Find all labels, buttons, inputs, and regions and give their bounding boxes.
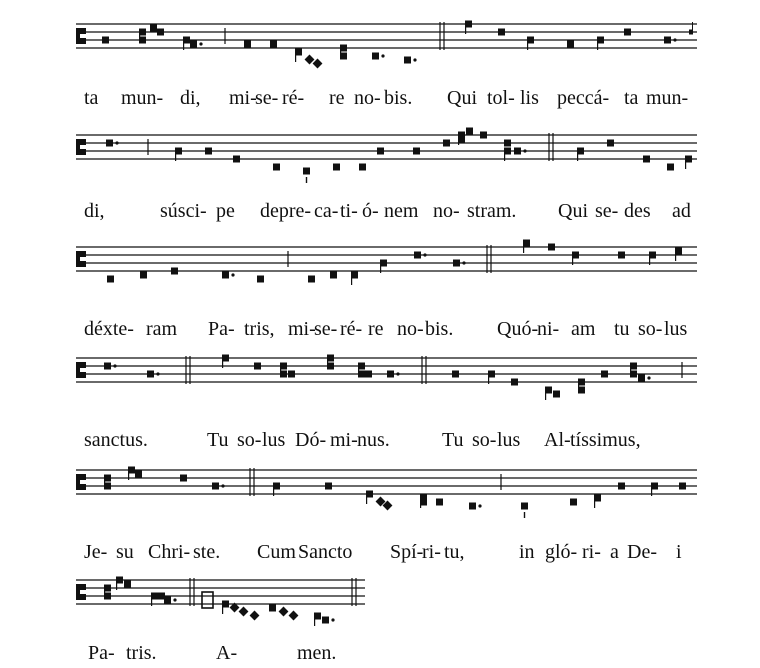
punctum-note: [638, 375, 645, 382]
punctum-note: [404, 57, 411, 64]
punctum-note: [147, 371, 154, 378]
lyric-syllable: bis.: [425, 318, 454, 340]
lyric-syllable: ré-: [282, 87, 305, 109]
punctum-note: [453, 260, 460, 267]
punctum-note: [322, 617, 329, 624]
mora-dot: [396, 372, 399, 375]
punctum-note: [359, 164, 366, 171]
lyric-syllable: ré-: [340, 318, 363, 340]
mora-dot: [173, 598, 176, 601]
c-clef: [80, 474, 86, 480]
punctum-note: [414, 252, 421, 259]
mora-dot: [331, 618, 334, 621]
punctum-note: [171, 268, 178, 275]
punctum-note: [124, 581, 131, 588]
lyric-syllable: lis: [520, 87, 539, 109]
punctum-note: [164, 597, 171, 604]
lyric-syllable: mi-: [330, 429, 358, 451]
c-clef: [80, 139, 86, 145]
c-clef: [80, 484, 86, 490]
punctum-note: [469, 503, 476, 510]
lyric-syllable: nus.: [357, 429, 390, 451]
punctum-note: [140, 272, 147, 279]
punctum-note: [106, 140, 113, 147]
lyric-syllable: i: [676, 541, 682, 563]
lyric-syllable: men.: [297, 642, 337, 664]
punctum-note: [458, 136, 465, 143]
punctum-note: [570, 499, 577, 506]
lyric-syllable: a: [610, 541, 619, 563]
lyric-syllable: peccá-: [557, 87, 610, 109]
punctum-note: [190, 41, 197, 48]
punctum-note: [504, 140, 511, 147]
c-clef: [80, 38, 86, 44]
punctum-note: [679, 483, 686, 490]
c-clef: [76, 584, 80, 600]
lyric-syllable: Pa-: [88, 642, 115, 664]
lyric-syllable: se-: [314, 318, 338, 340]
lyric-syllable: tu: [614, 318, 630, 340]
lyric-syllable: Cum: [257, 541, 296, 563]
lyric-syllable: ri-: [422, 541, 441, 563]
lyric-syllable: Dó-: [295, 429, 327, 451]
punctum-note: [630, 371, 637, 378]
punctum-note: [548, 244, 555, 251]
lyric-syllable: Chri-: [148, 541, 191, 563]
punctum-note: [102, 37, 109, 44]
mora-dot: [462, 261, 465, 264]
punctum-note: [139, 37, 146, 44]
mora-dot: [423, 253, 426, 256]
mora-dot: [673, 38, 676, 41]
punctum-note: [452, 371, 459, 378]
mora-dot: [115, 141, 118, 144]
c-clef: [80, 362, 86, 368]
rhombus-note: [239, 607, 249, 617]
lyric-syllable: bis.: [384, 87, 413, 109]
punctum-note: [330, 272, 337, 279]
punctum-note: [150, 25, 157, 32]
rhombus-note: [279, 607, 289, 617]
punctum-note: [205, 148, 212, 155]
lyric-syllable: A-: [216, 642, 238, 664]
punctum-note: [480, 132, 487, 139]
punctum-note: [618, 483, 625, 490]
lyric-syllable: tol-: [487, 87, 515, 109]
lyric-syllable: se-: [255, 87, 279, 109]
lyric-syllable: súsci-: [160, 200, 207, 222]
punctum-note: [413, 148, 420, 155]
punctum-note: [365, 371, 372, 378]
punctum-note: [157, 29, 164, 36]
lyric-syllable: ni-: [537, 318, 560, 340]
mora-dot: [478, 504, 481, 507]
lyric-syllable: pe: [216, 200, 235, 222]
punctum-note: [553, 391, 560, 398]
lyric-syllable: Je-: [84, 541, 108, 563]
punctum-note: [222, 272, 229, 279]
punctum-note: [664, 37, 671, 44]
lyric-syllable: ta: [624, 87, 639, 109]
lyric-syllable: tris,: [244, 318, 275, 340]
lyric-syllable: gló-: [545, 541, 578, 563]
lyric-syllable: Spí-: [390, 541, 424, 563]
mora-dot: [523, 149, 526, 152]
lyric-syllable: su: [116, 541, 134, 563]
lyric-syllable: mun-: [646, 87, 689, 109]
lyric-syllable: am: [571, 318, 596, 340]
lyric-syllable: tu,: [444, 541, 465, 563]
lyric-syllable: ad: [672, 200, 691, 222]
lyric-syllable: Qui: [558, 200, 588, 222]
lyric-syllable: di,: [84, 200, 105, 222]
punctum-note: [511, 379, 518, 386]
lyric-syllable: stram.: [467, 200, 517, 222]
c-clef: [80, 28, 86, 34]
punctum-note: [104, 593, 111, 600]
punctum-note: [104, 483, 111, 490]
c-clef: [80, 251, 86, 257]
rhombus-note: [305, 55, 315, 65]
punctum-note: [567, 41, 574, 48]
punctum-note: [158, 593, 165, 600]
lyric-syllable: mun-: [121, 87, 164, 109]
punctum-note: [107, 276, 114, 283]
mora-dot: [221, 484, 224, 487]
punctum-note: [270, 41, 277, 48]
punctum-note: [443, 140, 450, 147]
lyric-syllable: ca-: [314, 200, 339, 222]
punctum-note: [643, 156, 650, 163]
lyric-syllable: lus: [497, 429, 521, 451]
lyric-syllable: Tu: [442, 429, 464, 451]
rhombus-note: [250, 611, 260, 621]
lyric-syllable: so-: [237, 429, 262, 451]
lyric-syllable: re: [368, 318, 384, 340]
rhombus-note: [313, 59, 323, 69]
c-clef: [80, 584, 86, 590]
lyric-syllable: so-: [472, 429, 497, 451]
lyric-syllable: ste.: [193, 541, 221, 563]
lyric-syllable: De-: [627, 541, 657, 563]
punctum-note: [436, 499, 443, 506]
punctum-note: [212, 483, 219, 490]
lyric-syllable: sanctus.: [84, 429, 148, 451]
lyric-syllable: re: [329, 87, 345, 109]
lyric-syllable: se-: [595, 200, 619, 222]
punctum-note: [244, 41, 251, 48]
lyric-syllable: nem: [384, 200, 419, 222]
punctum-note: [180, 475, 187, 482]
lyric-syllable: tíssimus,: [570, 429, 641, 451]
punctum-note: [104, 363, 111, 370]
lyric-syllable: lus: [262, 429, 286, 451]
punctum-note: [254, 363, 261, 370]
lyric-syllable: no-: [433, 200, 460, 222]
rhombus-note: [289, 611, 299, 621]
c-clef: [76, 474, 80, 490]
mora-dot: [647, 376, 650, 379]
punctum-note: [303, 168, 310, 175]
punctum-note: [308, 276, 315, 283]
lyric-syllable: ó-: [362, 200, 379, 222]
c-clef: [76, 251, 80, 267]
punctum-note: [618, 252, 625, 259]
punctum-note: [387, 371, 394, 378]
c-clef: [80, 149, 86, 155]
lyric-syllable: di,: [180, 87, 201, 109]
c-clef: [80, 594, 86, 600]
mora-dot: [156, 372, 159, 375]
punctum-note: [466, 128, 473, 135]
punctum-note: [514, 148, 521, 155]
lyric-syllable: no-: [397, 318, 424, 340]
punctum-note: [280, 371, 287, 378]
lyric-syllable: no-: [354, 87, 381, 109]
lyric-syllable: ram: [146, 318, 178, 340]
lyric-syllable: mi-: [288, 318, 316, 340]
lyric-syllable: in: [519, 541, 535, 563]
lyric-syllable: ri-: [582, 541, 601, 563]
c-clef: [76, 28, 80, 44]
punctum-note: [358, 371, 365, 378]
punctum-note: [269, 605, 276, 612]
lyric-syllable: so-: [638, 318, 663, 340]
punctum-note: [135, 471, 142, 478]
lyric-syllable: mi-: [229, 87, 257, 109]
lyric-syllable: tris.: [126, 642, 157, 664]
mora-dot: [113, 364, 116, 367]
lyric-syllable: Pa-: [208, 318, 235, 340]
c-clef: [76, 139, 80, 155]
lyric-syllable: Quó-: [497, 318, 539, 340]
punctum-note: [667, 164, 674, 171]
punctum-note: [233, 156, 240, 163]
lyric-syllable: ta: [84, 87, 99, 109]
punctum-note: [420, 499, 427, 506]
lyric-syllable: Tu: [207, 429, 229, 451]
punctum-note: [257, 276, 264, 283]
punctum-note: [325, 483, 332, 490]
mora-dot: [231, 273, 234, 276]
punctum-note: [372, 53, 379, 60]
punctum-note: [377, 148, 384, 155]
punctum-note: [273, 164, 280, 171]
punctum-note: [521, 503, 528, 510]
lyric-syllable: déxte-: [84, 318, 134, 340]
c-clef: [76, 362, 80, 378]
lyric-syllable: depre-: [260, 200, 312, 222]
punctum-note: [327, 363, 334, 370]
mora-dot: [413, 58, 416, 61]
punctum-note: [601, 371, 608, 378]
c-clef: [80, 261, 86, 267]
punctum-note: [624, 29, 631, 36]
lyric-syllable: Sancto: [298, 541, 353, 563]
punctum-note: [340, 53, 347, 60]
mora-dot: [381, 54, 384, 57]
flat-sign: [202, 592, 213, 608]
punctum-note: [607, 140, 614, 147]
lyric-syllable: des: [624, 200, 651, 222]
lyric-syllable: lus: [664, 318, 688, 340]
c-clef: [80, 372, 86, 378]
punctum-note: [498, 29, 505, 36]
lyric-syllable: Qui: [447, 87, 477, 109]
lyric-syllable: ti-: [340, 200, 358, 222]
mora-dot: [199, 42, 202, 45]
punctum-note: [288, 371, 295, 378]
lyric-syllable: Al-: [544, 429, 571, 451]
punctum-note: [333, 164, 340, 171]
